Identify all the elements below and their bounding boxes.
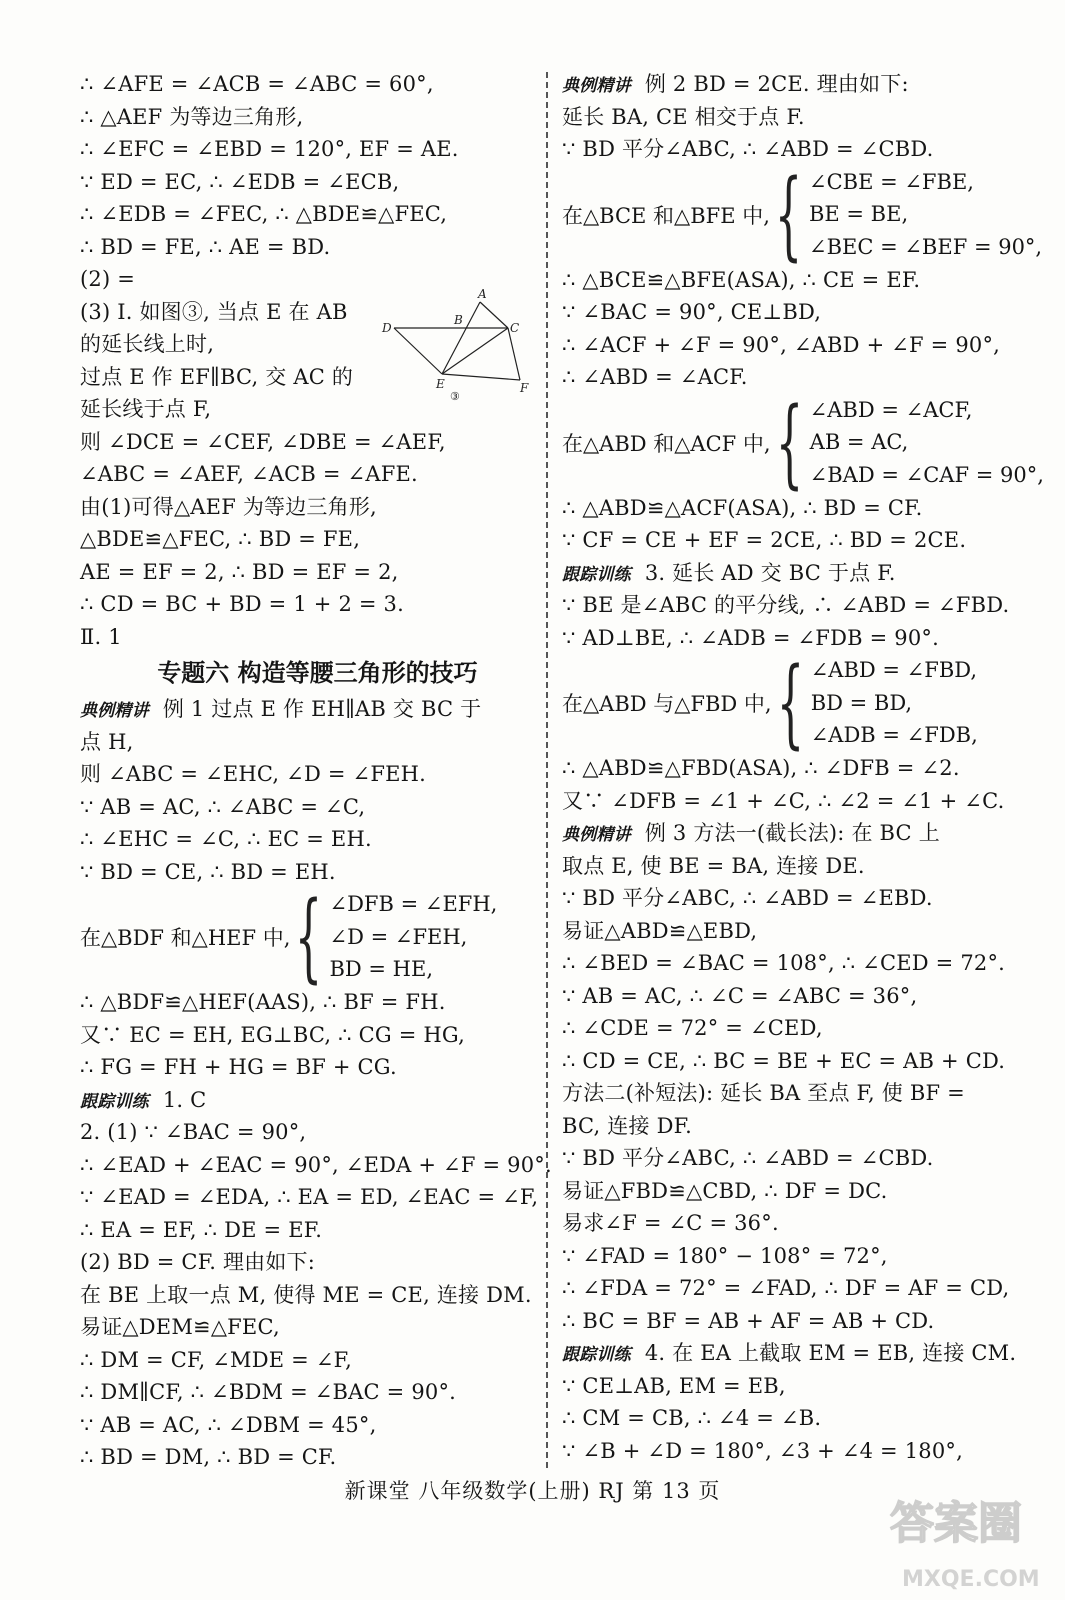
left-post-lines xyxy=(80,426,535,654)
left-brace: { xyxy=(774,158,803,271)
text-line: ∴ △AEF 为等边三角形, xyxy=(80,104,304,129)
triangle-figure xyxy=(380,288,540,408)
system-1-items xyxy=(329,888,497,986)
text-line: ∵ BD 平分∠ABC, ∴ ∠ABD = ∠CBD. xyxy=(562,1146,934,1170)
training-1-head: 1. C xyxy=(162,1087,207,1112)
text-line: (2) BD = CF. 理由如下: xyxy=(80,1250,316,1274)
figure-block xyxy=(80,287,535,426)
text-line: ∵ CF = CE + EF = 2CE, ∴ BD = 2CE. xyxy=(562,528,967,552)
system-3-items xyxy=(810,394,1044,492)
system-item: BD = BD, xyxy=(810,690,913,715)
text-line: ∴ ∠EFC = ∠EBD = 120°, EF = AE. xyxy=(80,137,459,161)
example-3-head: 例 3 方法一(截长法): 在 BC 上 xyxy=(644,821,940,845)
example-3-lines xyxy=(562,850,1032,1338)
text-line: 取点 E, 使 BE = BA, 连接 DE. xyxy=(562,853,865,878)
tag-training: 跟踪训练 xyxy=(562,1345,631,1365)
label-a: A xyxy=(478,287,487,301)
text-line: 2. (1) ∵ ∠BAC = 90°, xyxy=(80,1120,307,1144)
text-line: 易证△ABD≌△EBD, xyxy=(562,918,758,943)
system-item: BD = HE, xyxy=(329,957,434,982)
system-item: ∠CBE = ∠FBE, xyxy=(808,169,974,194)
example-2-mid-lines xyxy=(562,264,1032,394)
text-line: ∵ AD⊥BE, ∴ ∠ADB = ∠FDB = 90°. xyxy=(562,625,939,650)
system-2-items xyxy=(809,166,1042,264)
text-line: ∴ △BCE≌△BFE(ASA), ∴ CE = EF. xyxy=(562,267,921,292)
text-line: ∴ CM = CB, ∴ ∠4 = ∠B. xyxy=(562,1406,822,1430)
system-2-prefix: 在△BCE 和△BFE 中, xyxy=(562,203,770,228)
training-3-head: 3. 延长 AD 交 BC 于点 F. xyxy=(644,560,896,585)
watermark-logo xyxy=(880,1478,1040,1598)
tag-training: 跟踪训练 xyxy=(562,564,631,585)
label-e: E xyxy=(436,376,445,391)
text-line: ∵ BD 平分∠ABC, ∴ ∠ABD = ∠CBD. xyxy=(562,137,934,161)
example-2-after-lines xyxy=(562,492,1032,557)
text-line: (2) = xyxy=(80,267,136,291)
system-4-prefix: 在△ABD 与△FBD 中, xyxy=(562,692,772,716)
text-line: ∴ ∠EDB = ∠FEC, ∴ △BDE≌△FEC, xyxy=(80,202,448,226)
text-line: ∴ BD = DM, ∴ BD = CF. xyxy=(80,1445,337,1469)
system-item: ∠ABD = ∠FBD, xyxy=(810,658,978,683)
text-line: ∵ ∠FAD = 180° − 108° = 72°, xyxy=(562,1243,888,1268)
text-line: 在 BE 上取一点 M, 使得 ME = CE, 连接 DM. xyxy=(80,1282,532,1307)
figure-caption-text xyxy=(80,296,380,426)
text-line: ∴ ∠AFE = ∠ACB = ∠ABC = 60°, xyxy=(80,72,434,96)
text-line: ∴ DM = CF, ∠MDE = ∠F, xyxy=(80,1347,353,1372)
system-item: ∠ADB = ∠FDB, xyxy=(810,723,978,748)
figure-number: ③ xyxy=(450,389,460,403)
text-line: ∴ △ABD≌△FBD(ASA), ∴ ∠DFB = ∠2. xyxy=(562,756,960,780)
left-brace: { xyxy=(775,386,803,499)
training-3-after-lines xyxy=(562,752,1032,817)
text-line: ∵ ED = EC, ∴ ∠EDB = ∠ECB, xyxy=(80,169,400,194)
system-item: ∠BAD = ∠CAF = 90°, xyxy=(809,462,1044,487)
system-4 xyxy=(562,647,1032,759)
system-item: ∠BEC = ∠BEF = 90°, xyxy=(808,234,1043,259)
system-item: ∠ABD = ∠ACF, xyxy=(809,397,973,422)
text-line: 延长线于点 F, xyxy=(80,397,212,421)
text-line: 易求∠F = ∠C = 36°. xyxy=(562,1211,779,1235)
label-c: C xyxy=(510,320,520,335)
text-line: ∵ BE 是∠ABC 的平分线, ∴ ∠ABD = ∠FBD. xyxy=(562,593,1010,617)
text-line: 点 H, xyxy=(80,729,134,754)
text-line: △BDE≌△FEC, ∴ BD = FE, xyxy=(80,527,361,551)
page-footer: 新课堂 八年级数学(上册) RJ 第 13 页 xyxy=(344,1479,721,1503)
text-line: BC, 连接 DF. xyxy=(562,1113,692,1138)
text-line: ∴ CD = CE, ∴ BC = BE + EC = AB + CD. xyxy=(562,1048,1006,1073)
text-line: 又∵ ∠DFB = ∠1 + ∠C, ∴ ∠2 = ∠1 + ∠C. xyxy=(562,788,1005,813)
text-line: ∴ FG = FH + HG = BF + CG. xyxy=(80,1055,397,1079)
text-line: 则 ∠ABC = ∠EHC, ∠D = ∠FEH. xyxy=(80,762,427,786)
system-3 xyxy=(562,386,1044,499)
text-line: ∵ CE⊥AB, EM = EB, xyxy=(562,1373,786,1398)
text-line: ∴ ∠EAD + ∠EAC = 90°, ∠EDA + ∠F = 90°. xyxy=(80,1152,552,1177)
text-line: ∴ EA = EF, ∴ DE = EF. xyxy=(80,1217,323,1242)
text-line: ∵ BD = CE, ∴ BD = EH. xyxy=(80,859,336,884)
tag-training: 跟踪训练 xyxy=(80,1091,149,1112)
system-item: ∠DFB = ∠EFH, xyxy=(329,892,498,917)
training-4-lines xyxy=(562,1370,1032,1468)
tag-example: 典例精讲 xyxy=(80,701,149,721)
text-line: ∵ AB = AC, ∴ ∠ABC = ∠C, xyxy=(80,794,366,819)
section-title: 专题六 构造等腰三角形的技巧 xyxy=(157,659,478,687)
text-line: AE = EF = 2, ∴ BD = EF = 2, xyxy=(80,559,399,584)
left-brace: { xyxy=(295,881,323,993)
text-line: (3) Ⅰ. 如图③, 当点 E 在 AB xyxy=(80,299,348,324)
text-line: ∵ ∠EAD = ∠EDA, ∴ EA = ED, ∠EAC = ∠F, xyxy=(80,1185,539,1209)
tag-example: 典例精讲 xyxy=(562,825,631,845)
training-4-head: 4. 在 EA 上截取 EM = EB, 连接 CM. xyxy=(644,1341,1017,1365)
text-line: 易证△DEM≌△FEC, xyxy=(80,1315,280,1339)
example-1-lines xyxy=(80,726,535,889)
label-b: B xyxy=(454,312,463,327)
text-line: ∴ BC = BF = AB + AF = AB + CD. xyxy=(562,1308,935,1333)
text-line: ∵ AB = AC, ∴ ∠C = ∠ABC = 36°, xyxy=(562,983,918,1008)
example-2-lines xyxy=(562,101,1032,166)
text-line: ∴ ∠FDA = 72° = ∠FAD, ∴ DF = AF = CD, xyxy=(562,1276,1010,1300)
example-1-head: 例 1 过点 E 作 EH∥AB 交 BC 于 xyxy=(162,697,482,721)
training-3-lines xyxy=(562,589,1032,654)
system-1 xyxy=(80,881,535,993)
text-line: ∴ ∠ABD = ∠ACF. xyxy=(562,365,748,389)
system-item: AB = AC, xyxy=(809,430,909,455)
text-line: 由(1)可得△AEF 为等边三角形, xyxy=(80,494,377,519)
example-2-head: 例 2 BD = 2CE. 理由如下: xyxy=(644,72,909,96)
text-line: ∵ BD 平分∠ABC, ∴ ∠ABD = ∠EBD. xyxy=(562,886,933,910)
right-column xyxy=(562,68,1044,1467)
text-line: 易证△FBD≌△CBD, ∴ DF = DC. xyxy=(562,1178,888,1203)
text-line: ∵ ∠BAC = 90°, CE⊥BD, xyxy=(562,300,822,324)
text-line: ∠ABC = ∠AEF, ∠ACB = ∠AFE. xyxy=(80,462,418,486)
left-brace: { xyxy=(776,647,804,759)
text-line: 延长 BA, CE 相交于点 F. xyxy=(562,104,805,129)
text-line: Ⅱ. 1 xyxy=(80,624,122,649)
label-f: F xyxy=(520,380,529,395)
text-line: 方法二(补短法): 延长 BA 至点 F, 使 BF = xyxy=(562,1081,965,1105)
system-2 xyxy=(562,158,1043,271)
left-pre-lines xyxy=(80,68,535,296)
text-line: ∴ △ABD≌△ACF(ASA), ∴ BD = CF. xyxy=(562,495,923,520)
system-4-items xyxy=(811,654,978,752)
text-line: ∵ AB = AC, ∴ ∠DBM = 45°, xyxy=(80,1412,377,1437)
text-line: ∴ ∠EHC = ∠C, ∴ EC = EH. xyxy=(80,827,372,851)
watermark-bottom: MXQE.COM xyxy=(902,1567,1040,1592)
text-line: ∴ DM∥CF, ∴ ∠BDM = ∠BAC = 90°. xyxy=(80,1380,457,1404)
text-line: 则 ∠DCE = ∠CEF, ∠DBE = ∠AEF, xyxy=(80,429,446,454)
text-line: ∴ ∠CDE = 72° = ∠CED, xyxy=(562,1016,823,1040)
system-item: BE = BE, xyxy=(808,202,909,227)
system-3-prefix: 在△ABD 和△ACF 中, xyxy=(562,431,771,456)
text-line: ∴ △BDF≌△HEF(AAS), ∴ BF = FH. xyxy=(80,990,446,1014)
text-line: ∴ BD = FE, ∴ AE = BD. xyxy=(80,234,331,259)
text-line: 过点 E 作 EF∥BC, 交 AC 的 xyxy=(80,364,354,389)
text-line: ∴ ∠BED = ∠BAC = 108°, ∴ ∠CED = 72°. xyxy=(562,951,1006,975)
example-1-after-lines xyxy=(80,986,535,1084)
column-divider xyxy=(546,72,548,1468)
left-column xyxy=(80,68,552,1474)
training-lines xyxy=(80,1116,552,1474)
text-line: ∴ ∠ACF + ∠F = 90°, ∠ABD + ∠F = 90°, xyxy=(562,332,1001,357)
tag-example: 典例精讲 xyxy=(562,76,631,96)
text-line: ∵ ∠B + ∠D = 180°, ∠3 + ∠4 = 180°, xyxy=(562,1438,963,1463)
text-line: 的延长线上时, xyxy=(80,332,215,356)
label-d: D xyxy=(382,320,392,335)
system-1-prefix: 在△BDF 和△HEF 中, xyxy=(80,926,291,950)
watermark-top: 答案圈 xyxy=(890,1498,1022,1549)
system-item: ∠D = ∠FEH, xyxy=(329,924,468,949)
text-line: ∴ CD = BC + BD = 1 + 2 = 3. xyxy=(80,592,404,616)
text-line: 又∵ EC = EH, EG⊥BC, ∴ CG = HG, xyxy=(80,1022,465,1047)
